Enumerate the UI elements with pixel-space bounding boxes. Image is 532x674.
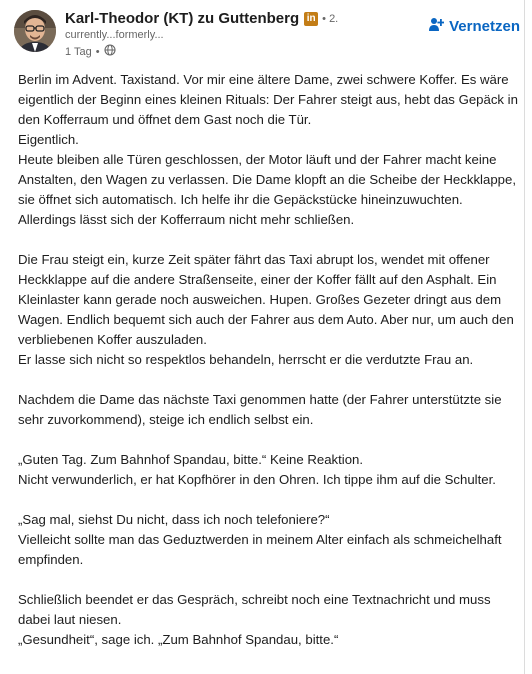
- post-paragraph: Nicht verwunderlich, er hat Kopfhörer in den Ohren. Ich tippe ihm auf die Schulter.: [18, 472, 496, 487]
- globe-icon: [104, 44, 116, 59]
- post-paragraph: Schließlich beendet er das Gespräch, schreibt noch eine Textnachricht und muss dabei laut niesen.: [18, 592, 491, 627]
- author-name-row: [65, 10, 338, 27]
- post-meta: [65, 44, 116, 59]
- post-paragraph: Er lasse sich nicht so respektlos behandeln, herrscht er die verdutzte Frau an.: [18, 352, 474, 367]
- avatar-portrait-icon: [14, 10, 56, 52]
- paragraph-spacer: [18, 490, 518, 510]
- paragraph-spacer: [18, 370, 518, 390]
- post-paragraph: „Gesundheit“, sage ich. „Zum Bahnhof Spandau, bitte.“: [18, 632, 339, 647]
- author-name[interactable]: Karl-Theodor (KT) zu Guttenberg: [65, 10, 300, 27]
- post-paragraph: Eigentlich.: [18, 132, 79, 147]
- post-header: [0, 0, 524, 66]
- post-paragraph: Heute bleiben alle Türen geschlossen, der Motor läuft und der Fahrer macht keine Anstalten, den Wagen zu verlassen. Die Dame klopft an die Scheibe der Heckklappe, sie öffnet sich automatisch. Ich helfe ihr die Gepäckstücke hineinzuwuchten. Allerdings lässt sich der Kofferraum nicht mehr schließen.: [18, 152, 516, 227]
- post-time: 1 Tag: [65, 45, 92, 58]
- meta-separator: •: [95, 45, 100, 58]
- post-paragraph: „Guten Tag. Zum Bahnhof Spandau, bitte.“ Keine Reaktion.: [18, 452, 364, 467]
- post-paragraph: Vielleicht sollte man das Geduztwerden in meinem Alter einfach als schmeichelhaft empfinden.: [18, 532, 502, 567]
- connect-label: Vernetzen: [449, 17, 520, 35]
- author-headline[interactable]: currently...formerly...: [65, 29, 164, 41]
- add-person-icon: [428, 16, 449, 36]
- avatar[interactable]: [14, 10, 56, 52]
- paragraph-spacer: [18, 430, 518, 450]
- post-paragraph: Die Frau steigt ein, kurze Zeit später fährt das Taxi abrupt los, wendet mit offener Heckklappe auf die andere Straßenseite, einer der Koffer fällt auf den Asphalt. Ein Kleinlaster kann gerade noch ausweichen. Hupen. Großes Gezeter dringt aus dem Wagen. Endlich bequemt sich auch der Fahrer aus dem Auto. Aber nur, um auch den verbliebenen Koffer auszuladen.: [18, 252, 514, 347]
- connection-degree: • 2.: [322, 12, 339, 25]
- post-paragraph: Nachdem die Dame das nächste Taxi genommen hatte (der Fahrer unterstützte sie sehr zuvorkommend), steige ich endlich selbst ein.: [18, 392, 502, 427]
- linkedin-icon: in: [304, 12, 318, 26]
- post-paragraph: Berlin im Advent. Taxistand. Vor mir eine ältere Dame, zwei schwere Koffer. Es wäre eigentlich der Beginn eines kleinen Rituals: Der Fahrer steigt aus, hebt das Gepäck in den Kofferraum und öffnet dem Gast noch die Tür.: [18, 72, 518, 127]
- post-paragraph: „Sag mal, siehst Du nicht, dass ich noch telefoniere?“: [18, 512, 330, 527]
- paragraph-spacer: [18, 230, 518, 250]
- post-text: [18, 70, 518, 650]
- paragraph-spacer: [18, 570, 518, 590]
- connect-button[interactable]: [424, 14, 524, 38]
